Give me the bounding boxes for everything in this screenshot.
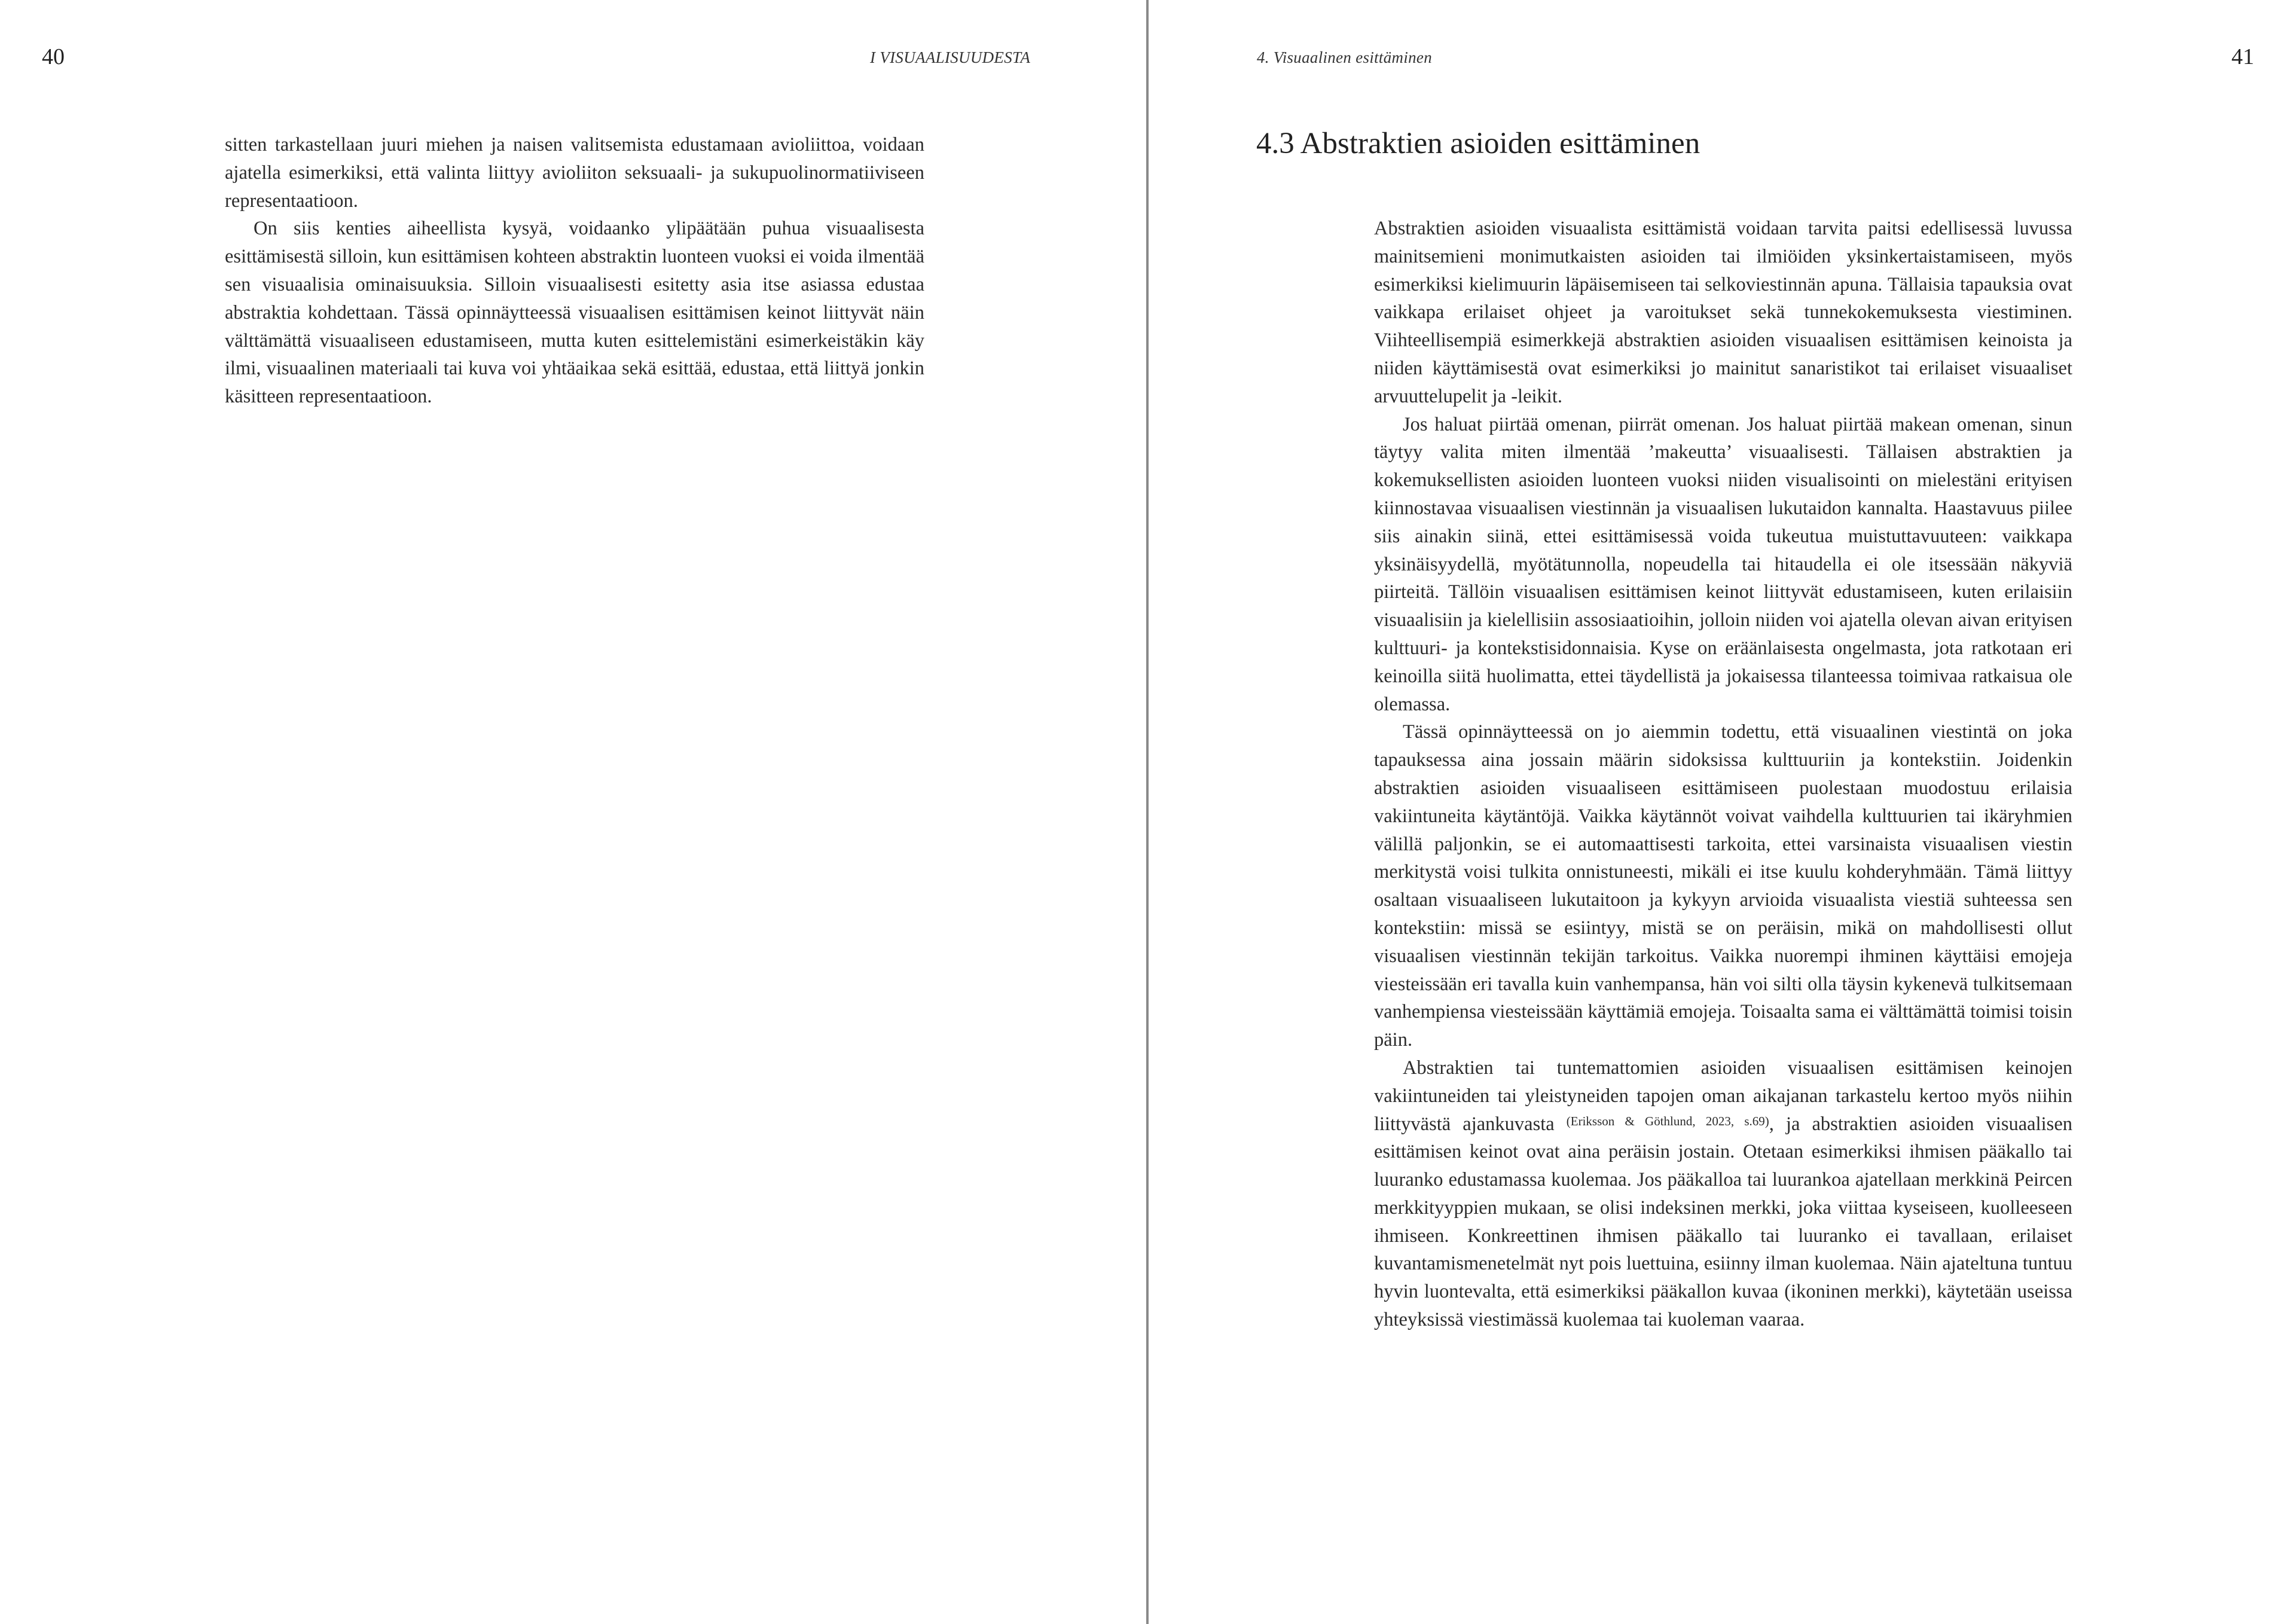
section-heading: 4.3 Abstraktien asioiden esittäminen xyxy=(1256,127,1700,160)
paragraph: Tässä opinnäytteessä on jo aiemmin todettu, että visuaalinen viestintä on joka tapauksessa aina jossain määrin sidoksissa kulttuuriin ja kontekstiin. Joidenkin abstraktien asioiden visuaaliseen esittämiseen puolestaan muodostuu erilaisia vakiintuneita käytäntöjä. Vaikka käytännöt voivat vaihdella kulttuurien tai ikäryhmien välillä paljonkin, se ei automaattisesti tarkoita, ettei varsinaista visuaalisen viestin merkitystä voisi tulkita onnistuneesti, mikäli ei itse kuulu kohderyhmään. Tämä liittyy osaltaan visuaaliseen lukutaitoon ja kykyyn arvioida visuaalista viestiä suhteessa sen kontekstiin: missä se esiintyy, mistä se on peräisin, mikä on mahdollisesti ollut visuaalisen viestinnän tekijän tarkoitus. Vaikka nuorempi ihminen käyttäisi emojeja viesteissään eri tavalla kuin vanhempansa, hän voi silti olla täysin kykenevä tulkitsemaan vanhempiensa viesteissään käyttämiä emojeja. Toisaalta sama ei välttämättä toimisi toisin päin. xyxy=(1374,721,2072,1051)
citation: (Eriksson & Göthlund, 2023, s.69) xyxy=(1566,1113,1769,1128)
paragraph: On siis kenties aiheellista kysyä, voidaanko ylipäätään puhua visuaalisesta esittämisestä silloin, kun esittämisen kohteen abstraktin luonteen vuoksi ei voida ilmentää sen visuaalisia ominaisuuksia. Silloin visuaalisesti esitetty asia itse asiassa edustaa abstraktia kohdettaan. Tässä opinnäytteessä visuaalisen esittämisen keinot liittyvät näin välttämättä visuaaliseen edustamiseen, mutta kuten esittelemistäni esimerkeistäkin käy ilmi, visuaalinen materiaali tai kuva voi yhtäaikaa sekä esittää, edustaa, että liittyä jonkin käsitteen representaatioon. xyxy=(225,218,924,408)
page-number-left: 40 xyxy=(42,44,65,69)
page-number-right: 41 xyxy=(2231,44,2254,69)
left-body-text xyxy=(225,131,924,411)
left-page xyxy=(0,0,1147,1624)
paragraph xyxy=(1374,1054,2072,1334)
paragraph: sitten tarkastellaan juuri miehen ja naisen valitsemista edustamaan avioliittoa, voidaan ajatella esimerkiksi, että valinta liittyy avioliiton seksuaali- ja sukupuolinormatiiviseen representaatioon. xyxy=(225,134,924,212)
page-gutter-divider xyxy=(1146,0,1149,1624)
right-body-text xyxy=(1374,215,2072,1334)
paragraph: Abstraktien asioiden visuaalista esittämistä voidaan tarvita paitsi edellisessä luvussa mainitsemieni monimutkaisten asioiden tai ilmiöiden yksinkertaistamiseen, myös esimerkiksi kielimuurin läpäisemiseen tai selkoviestinnän apuna. Tällaisia tapauksia ovat vaikkapa erilaiset ohjeet ja varoitukset sekä tunnekokemuksesta viestiminen. Viihteellisempiä esimerkkejä abstraktien asioiden visuaalisen esittämisen keinoista ja niiden käyttämisestä ovat esimerkiksi jo mainitut sanaristikot tai erilaiset visuaaliset arvuuttelupelit ja -leikit. xyxy=(1374,218,2072,407)
paragraph-text: , ja abstraktien asioiden visuaalisen esittämisen keinot ovat aina peräisin jostain. Otetaan esimerkiksi ihmisen pääkallo tai luuranko edustamassa kuolemaa. Jos pääkalloa tai luurankoa ajatellaan merkkinä Peircen merkkityyppien mukaan, se olisi indeksinen merkki, joka viittaa kyseiseen, kuolleeseen ihmiseen. Konkreettinen ihmisen pääkallo tai luuranko ei tavallaan, erilaiset kuvantamismenetelmät nyt pois luettuina, esiinny ilman kuolemaa. Näin ajateltuna tuntuu hyvin luontevalta, että esimerkiksi pääkallon kuvaa (ikoninen merkki), käytetään useissa yhteyksissä viestimässä kuolemaa tai kuoleman vaaraa. xyxy=(1374,1113,2072,1331)
running-head-left: I VISUAALISUUDESTA xyxy=(870,48,1031,66)
paragraph: Jos haluat piirtää omenan, piirrät omenan. Jos haluat piirtää makean omenan, sinun täytyy valita miten ilmentää ’makeutta’ visuaalisesti. Tällaisen abstraktien ja kokemuksellisten asioiden luonteen vuoksi niiden visualisointi on mielestäni erityisen kiinnostavaa visuaalisen viestinnän ja visuaalisen lukutaidon kannalta. Haastavuus piilee siis ainakin siinä, ettei esittämisessä voida tukeutua muistuttavuuteen: vaikkapa yksinäisyydellä, myötätunnolla, nopeudella tai hitaudella ei ole itsessään näkyviä piirteitä. Tällöin visuaalisen esittämisen keinot liittyvät edustamiseen, kuten erilaisiin visuaalisiin ja kielellisiin assosiaatioihin, jolloin niiden voi ajatella olevan aivan erityisen kulttuuri- ja kontekstisidonnaisia. Kyse on eräänlaisesta ongelmasta, jota ratkotaan eri keinoilla siitä huolimatta, ettei täydellistä ja jokaisessa tilanteessa toimivaa ratkaisua ole olemassa. xyxy=(1374,413,2072,715)
running-head-right: 4. Visuaalinen esittäminen xyxy=(1257,48,1433,66)
paragraph-text: Abstraktien tai tuntemattomien asioiden visuaalisen esittämisen keinojen vakiintuneiden tai yleistyneiden tapojen oman aikajanan tarkastelu kertoo myös niihin liittyvästä ajankuvasta xyxy=(1374,1057,2072,1135)
